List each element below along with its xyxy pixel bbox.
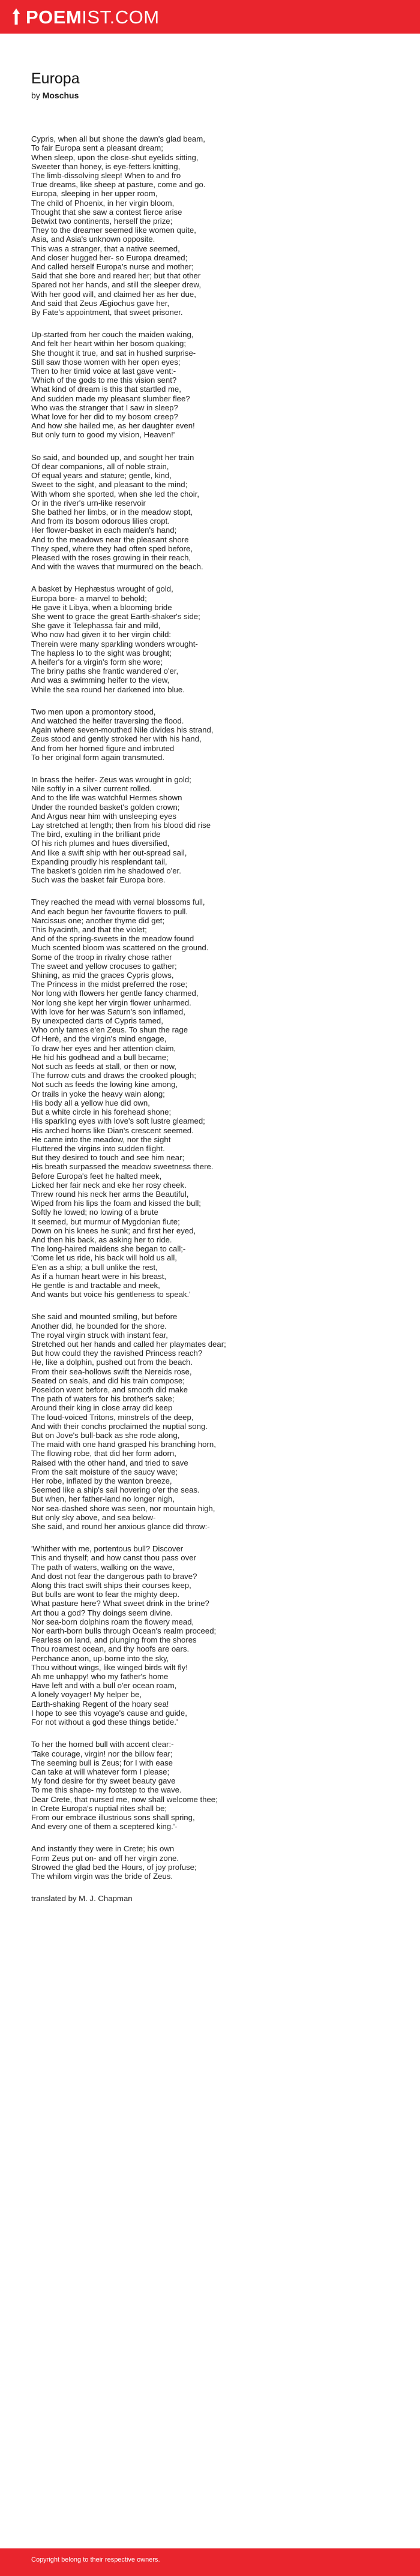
poem-line: Betwixt two continents, herself the prize; bbox=[31, 217, 173, 226]
poem-line: Zeus stood and gently stroked her with his hand, bbox=[31, 734, 202, 744]
poem-line: Another did, he bounded for the shore. bbox=[31, 1321, 167, 1331]
poem-line: Not such as feeds the lowing kine among, bbox=[31, 1080, 178, 1089]
author-link[interactable]: Moschus bbox=[42, 91, 79, 100]
poem-line: From our embrace illustrious sons shall spring, bbox=[31, 1812, 195, 1822]
poem-line: They to the dreamer seemed like women quite, bbox=[31, 226, 196, 235]
poem-line: His body all a yellow hue did own, bbox=[31, 1098, 150, 1107]
copyright-text: Copyright belong to their respective owners. bbox=[31, 2556, 160, 2563]
poem-line: Earth-shaking Regent of the hoary sea! bbox=[31, 1699, 169, 1709]
poem-line: Cypris, when all but shone the dawn's glad beam, bbox=[31, 134, 205, 144]
poem-line: But a white circle in his forehead shone; bbox=[31, 1107, 172, 1117]
poem-line: What love for her did to my bosom creep? bbox=[31, 412, 178, 422]
poem-line: Who only tames e'en Zeus. To shun the rage bbox=[31, 1025, 188, 1035]
poem-line: Ah me unhappy! who my father's home bbox=[31, 1672, 169, 1682]
stanza bbox=[31, 330, 389, 439]
poem-line: She thought it true, and sat in hushed surprise- bbox=[31, 348, 196, 358]
poem-line: With love for her was Saturn's son inflamed, bbox=[31, 1007, 185, 1016]
poem-line: I hope to see this voyage's cause and guide, bbox=[31, 1708, 187, 1718]
poem-line: The bird, exulting in the brilliant pride bbox=[31, 830, 161, 839]
poem-line: My fond desire for thy sweet beauty gave bbox=[31, 1776, 176, 1786]
stanza bbox=[31, 134, 389, 317]
poem-line: With whom she sported, when she led the choir, bbox=[31, 489, 200, 499]
poem-line: And each begun her favourite flowers to pull. bbox=[31, 906, 188, 916]
poem-line: And was a swimming heifer to the view, bbox=[31, 675, 170, 685]
poem-line: It seemed, but murmur of Mygdonian flute; bbox=[31, 1217, 180, 1226]
poem-line: And with their conchs proclaimed the nuptial song. bbox=[31, 1421, 208, 1431]
poem-line: But only sky above, and sea below- bbox=[31, 1512, 156, 1522]
poem-line: But when, her father-land no longer nigh, bbox=[31, 1494, 175, 1504]
poem-line: From their sea-hollows swift the Nereids rose, bbox=[31, 1367, 192, 1376]
poem-line: But bulls are wont to fear the mighty deep. bbox=[31, 1590, 180, 1599]
poem-line: Sweet to the sight, and pleasant to the mind; bbox=[31, 480, 188, 490]
stanza bbox=[31, 707, 389, 762]
poem-line: She bathed her limbs, or in the meadow stopt, bbox=[31, 507, 193, 517]
poem-line: She gave it Telephassa fair and mild, bbox=[31, 621, 161, 631]
poem-line: The limb-dissolving sleep! When to and fro bbox=[31, 171, 181, 180]
poem-line: By unexpected darts of Cypris tamed, bbox=[31, 1016, 163, 1026]
poem-line: Nor sea-dashed shore was seen, nor mountain high, bbox=[31, 1503, 215, 1513]
poem-line: His arched horns like Dian's crescent seemed. bbox=[31, 1125, 194, 1135]
poem-container bbox=[0, 34, 420, 1903]
poem-line: Softly he lowed; no lowing of a brute bbox=[31, 1208, 158, 1217]
poem-line: Not such as feeds at stall, or then or now, bbox=[31, 1062, 176, 1071]
poem-line: To her the horned bull with accent clear:- bbox=[31, 1740, 174, 1749]
poem-line: Her robe, inflated by the wanton breeze, bbox=[31, 1476, 172, 1486]
poem-line: Down on his knees he sunk; and first her eyed, bbox=[31, 1226, 196, 1235]
stanza bbox=[31, 897, 389, 1299]
poem-line: And like a swift ship with her out-spread sail, bbox=[31, 848, 187, 857]
poem-line: True dreams, like sheep at pasture, come and go. bbox=[31, 180, 206, 190]
byline bbox=[31, 90, 389, 101]
poem-line: He hid his godhead and a bull became; bbox=[31, 1052, 169, 1062]
poem-line: To me this shape- my footstep to the wave. bbox=[31, 1785, 182, 1795]
poem-line: With her good will, and claimed her as her due, bbox=[31, 289, 196, 299]
poem-line: Dear Crete, that nursed me, now shall welcome thee; bbox=[31, 1794, 218, 1804]
poem-line: Nile softly in a silver current rolled. bbox=[31, 784, 152, 794]
poem-line: 'Come let us ride, his back will hold us all, bbox=[31, 1253, 177, 1263]
poem-line: He gave it Libya, when a blooming bride bbox=[31, 602, 172, 612]
poem-line: Shining, as mid the graces Cypris glows, bbox=[31, 971, 174, 980]
poem-line: Before Europa's feet he halted meek, bbox=[31, 1171, 162, 1181]
poem-line: The sweet and yellow crocuses to gather; bbox=[31, 961, 177, 971]
poem-line: The child of Phoenix, in her virgin bloom, bbox=[31, 198, 175, 208]
poem-line: To her original form again transmuted. bbox=[31, 752, 165, 762]
poem-line: From the salt moisture of the saucy wave; bbox=[31, 1467, 178, 1476]
poem-line: And felt her heart within her bosom quaking; bbox=[31, 339, 187, 349]
poem-line: And sudden made my pleasant slumber flee? bbox=[31, 394, 190, 403]
poem-line: E'en as a ship; a bull unlike the rest, bbox=[31, 1262, 158, 1272]
poem-line: But only turn to good my vision, Heaven!' bbox=[31, 430, 175, 440]
poem-line: The seeming bull is Zeus; for I with ease bbox=[31, 1758, 173, 1767]
stanza bbox=[31, 453, 389, 572]
poem-line: And to the life was watchful Hermes shown bbox=[31, 793, 182, 803]
poem-line: Have left and with a bull o'er ocean roam, bbox=[31, 1681, 177, 1691]
poem-line: To fair Europa sent a pleasant dream; bbox=[31, 143, 163, 153]
poem-line: While the sea round her darkened into blue. bbox=[31, 684, 185, 694]
poem-line: And called herself Europa's nurse and mother; bbox=[31, 262, 194, 272]
poem-line: Her flower-basket in each maiden's hand; bbox=[31, 526, 177, 535]
poem-line: A heifer's for a virgin's form she wore; bbox=[31, 657, 163, 666]
poem-line: So said, and bounded up, and sought her train bbox=[31, 452, 194, 462]
poem-line: He gentle is and tractable and meek, bbox=[31, 1280, 160, 1290]
poem-line: Much scented bloom was scattered on the ground. bbox=[31, 943, 209, 953]
poem-line: When sleep, upon the close-shut eyelids sitting, bbox=[31, 152, 199, 162]
poem-line: Stretched out her hands and called her playmates dear; bbox=[31, 1339, 226, 1349]
site-logo[interactable] bbox=[12, 8, 160, 26]
poem-line: The hapless Io to the sight was brought; bbox=[31, 648, 172, 657]
poem-line: Spared not her hands, and still the sleeper drew, bbox=[31, 280, 201, 290]
logo-text: POEMIST.COM bbox=[26, 6, 160, 28]
poem-line: Thou roamest ocean, and thy hoofs are oars. bbox=[31, 1644, 190, 1654]
poem-line: Who now had given it to her virgin child: bbox=[31, 630, 172, 640]
poem-line: Sweeter than honey, is eye-fetters knitting, bbox=[31, 161, 181, 171]
poem-line: What kind of dream is this that startled me, bbox=[31, 385, 181, 394]
poem-line: By Fate's appointment, that sweet prisoner. bbox=[31, 308, 183, 317]
poem-line: Seated on seals, and did his train compose; bbox=[31, 1376, 185, 1385]
poem-line: 'Take courage, virgin! nor the billow fear; bbox=[31, 1749, 173, 1758]
poem-line: Then to her timid voice at last gave vent:- bbox=[31, 367, 176, 376]
poem-line: Nor earth-born bulls through Ocean's realm proceed; bbox=[31, 1626, 217, 1636]
pen-nib-icon bbox=[12, 8, 20, 25]
poem-line: Licked her fair neck and eke her rosy cheek. bbox=[31, 1180, 187, 1190]
poem-line: Of equal years and stature; gentle, kind, bbox=[31, 471, 172, 481]
poem-line: The briny paths she frantic wandered o'er, bbox=[31, 666, 179, 676]
poem-line: 'Which of the gods to me this vision sent? bbox=[31, 376, 177, 385]
poem-line: In Crete Europa's nuptial rites shall be; bbox=[31, 1803, 167, 1813]
poem-line: And from its bosom odorous lilies cropt. bbox=[31, 517, 170, 526]
poem-line: Wiped from his lips the foam and kissed the bull; bbox=[31, 1199, 201, 1208]
site-header bbox=[0, 0, 420, 34]
poem-line: The flowing robe, that did her form adorn, bbox=[31, 1449, 176, 1458]
stanza bbox=[31, 1312, 389, 1531]
poem-line: Europa bore- a marvel to behold; bbox=[31, 593, 147, 603]
poem-line: Form Zeus put on- and off her virgin zone. bbox=[31, 1853, 179, 1863]
stanza bbox=[31, 775, 389, 884]
poem-title: Europa bbox=[31, 70, 80, 87]
stanza bbox=[31, 1544, 389, 1727]
poem-line: Along this tract swift ships their courses keep, bbox=[31, 1581, 191, 1590]
poem-line: Threw round his neck her arms the Beautiful, bbox=[31, 1189, 189, 1199]
poem-line: Europa, sleeping in her upper room, bbox=[31, 189, 158, 199]
poem-line: What pasture here? What sweet drink in the brine? bbox=[31, 1599, 209, 1608]
poem-line: His breath surpassed the meadow sweetness there. bbox=[31, 1162, 214, 1172]
poem-line: The loud-voiced Tritons, minstrels of the deep, bbox=[31, 1412, 194, 1422]
poem-line: She said and mounted smiling, but before bbox=[31, 1312, 178, 1322]
poem-line: Some of the troop in rivalry chose rather bbox=[31, 952, 172, 962]
poem-line: Fluttered the virgins into sudden flight. bbox=[31, 1143, 165, 1153]
poem-line: Of his rich plumes and hues diversified, bbox=[31, 839, 170, 848]
poem-line: Said that she bore and reared her; but that other bbox=[31, 271, 201, 281]
poem-line: Thou without wings, like winged birds wilt fly! bbox=[31, 1662, 188, 1672]
poem-line: 'Whither with me, portentous bull? Discover bbox=[31, 1544, 184, 1554]
poem-line: In brass the heifer- Zeus was wrought in gold; bbox=[31, 774, 191, 784]
poem-line: And said that Zeus Ægiochus gave her, bbox=[31, 298, 170, 308]
poem-line: The maid with one hand grasped his branching horn, bbox=[31, 1440, 216, 1449]
poem-line: Narcissus one; another thyme did get; bbox=[31, 915, 165, 925]
poem-line: For not without a god these things betide.' bbox=[31, 1718, 178, 1727]
poem-line: But how could they the ravished Princess reach? bbox=[31, 1349, 203, 1358]
poem-line: The path of waters, walking on the wave, bbox=[31, 1562, 175, 1572]
poem-line: And then his back, as asking her to ride. bbox=[31, 1235, 172, 1244]
poem-line: And of the spring-sweets in the meadow found bbox=[31, 934, 194, 944]
poem-line: The whilom virgin was the bride of Zeus. bbox=[31, 1871, 173, 1881]
poem-line: And closer hugged her- so Europa dreamed; bbox=[31, 253, 188, 262]
poem-line: A lonely voyager! My helper be, bbox=[31, 1690, 142, 1700]
poem-line: And from her horned figure and imbruted bbox=[31, 743, 175, 753]
poem-line: This was a stranger, that a native seemed, bbox=[31, 244, 180, 253]
poem-line: Nor sea-born dolphins roam the flowery mead, bbox=[31, 1617, 194, 1626]
poem-line: Up-started from her couch the maiden waking, bbox=[31, 330, 194, 340]
poem-line: And with the waves that murmured on the beach. bbox=[31, 562, 203, 572]
poem-line: And to the meadows near the pleasant shore bbox=[31, 535, 189, 544]
poem-line: And watched the heifer traversing the flood. bbox=[31, 716, 184, 725]
poem-line: Again where seven-mouthed Nile divides his strand, bbox=[31, 725, 214, 735]
poem-line: Around their king in close array did keep bbox=[31, 1403, 173, 1413]
poem-line: And every one of them a sceptered king.'- bbox=[31, 1822, 178, 1832]
poem-line: The long-haired maidens she began to call;- bbox=[31, 1244, 186, 1254]
poem-line: The furrow cuts and draws the crooked plough; bbox=[31, 1071, 196, 1080]
poem-line: The path of waters for his brother's sake; bbox=[31, 1394, 175, 1404]
poem-line: And how she hailed me, as her daughter even! bbox=[31, 421, 195, 431]
poem-line: Raised with the other hand, and tried to save bbox=[31, 1458, 188, 1467]
poem-line: And wants but voice his gentleness to speak.' bbox=[31, 1290, 191, 1299]
poem-line: Two men upon a promontory stood, bbox=[31, 707, 156, 716]
poem-line: Poseidon went before, and smooth did make bbox=[31, 1385, 188, 1394]
site-footer bbox=[0, 2548, 420, 2576]
poem-line: Or in the river's urn-like reservoir bbox=[31, 498, 146, 508]
poem-line: She said, and round her anxious glance did throw:- bbox=[31, 1522, 210, 1532]
poem-line: Art thou a god? Thy doings seem divine. bbox=[31, 1608, 173, 1617]
poem-line: Strowed the glad bed the Hours, of joy profuse; bbox=[31, 1862, 197, 1872]
poem-line: The Princess in the midst preferred the rose; bbox=[31, 980, 188, 989]
poem-line: Can take at will whatever form I please; bbox=[31, 1767, 170, 1776]
poem-line: Pleased with the roses growing in their reach, bbox=[31, 553, 191, 562]
poem-line: Thought that she saw a contest fierce arise bbox=[31, 207, 182, 217]
poem-line: But they desired to touch and see him near; bbox=[31, 1153, 185, 1163]
poem-line: As if a human heart were in his breast, bbox=[31, 1271, 167, 1281]
poem-line: Under the rounded basket's golden crown; bbox=[31, 802, 180, 812]
poem-line: The basket's golden rim he shadowed o'er. bbox=[31, 866, 181, 876]
poem-line: And dost not fear the dangerous path to brave? bbox=[31, 1571, 197, 1581]
poem-line: Still saw those women with her open eyes; bbox=[31, 357, 181, 367]
stanza bbox=[31, 584, 389, 693]
poem-line: Of Herè, and the virgin's mind engage, bbox=[31, 1034, 167, 1044]
poem-line: This hyacinth, and that the violet; bbox=[31, 925, 147, 935]
poem-body bbox=[31, 134, 389, 1881]
poem-line: Nor long she kept her virgin flower unharmed. bbox=[31, 998, 191, 1007]
poem-line: Who was the stranger that I saw in sleep? bbox=[31, 403, 178, 412]
poem-line: He, like a dolphin, pushed out from the beach. bbox=[31, 1358, 193, 1367]
poem-line: Therein were many sparkling wonders wrought- bbox=[31, 639, 198, 648]
stanza bbox=[31, 1740, 389, 1831]
poem-line: They sped, where they had often sped before, bbox=[31, 544, 193, 553]
poem-line: The royal virgin struck with instant fear, bbox=[31, 1330, 168, 1340]
poem-line: Seemed like a ship's sail hovering o'er the seas. bbox=[31, 1485, 200, 1495]
poem-line: Fearless on land, and plunging from the shores bbox=[31, 1635, 197, 1645]
poem-line: His sparkling eyes with love's soft lustre gleamed; bbox=[31, 1116, 205, 1126]
poem-line: Asia, and Asia's unknown opposite. bbox=[31, 235, 155, 244]
stanza bbox=[31, 1844, 389, 1881]
poem-line: They reached the mead with vernal blossoms full, bbox=[31, 897, 205, 907]
poem-line: And Argus near him with unsleeping eyes bbox=[31, 811, 176, 821]
poem-line: And instantly they were in Crete; his own bbox=[31, 1844, 175, 1854]
poem-line: This and thyself; and how canst thou pass over bbox=[31, 1553, 196, 1563]
translator-credit: translated by M. J. Chapman bbox=[31, 1894, 133, 1904]
poem-line: But on Jove's bull-back as she rode along, bbox=[31, 1431, 180, 1440]
poem-line: Expanding proudly his resplendant tail, bbox=[31, 857, 167, 866]
poem-line: Of dear companions, all of noble strain, bbox=[31, 461, 169, 471]
byline-prefix: by bbox=[31, 91, 40, 100]
poem-line: She went to grace the great Earth-shaker's side; bbox=[31, 611, 200, 621]
poem-line: A basket by Hephæstus wrought of gold, bbox=[31, 584, 173, 594]
poem-line: Or trails in yoke the heavy wain along; bbox=[31, 1089, 165, 1098]
poem-line: Such was the basket fair Europa bore. bbox=[31, 875, 166, 885]
poem-line: Nor long with flowers her gentle fancy charmed, bbox=[31, 989, 199, 998]
poem-line: He came into the meadow, nor the sight bbox=[31, 1134, 171, 1144]
poem-line: To draw her eyes and her attention claim, bbox=[31, 1043, 176, 1053]
poem-line: Lay stretched at length; then from his blood did rise bbox=[31, 821, 211, 830]
poem-line: Perchance anon, up-borne into the sky, bbox=[31, 1653, 169, 1663]
